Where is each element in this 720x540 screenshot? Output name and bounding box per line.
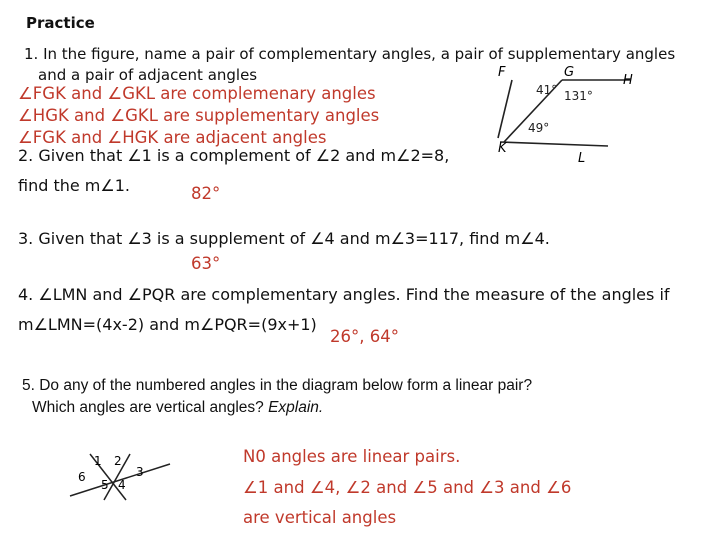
angle-41-label: 41° xyxy=(536,83,558,97)
segment-FL xyxy=(498,80,512,138)
q5-text-line2-explain: Explain. xyxy=(268,399,324,416)
q3-text-line1: 3. Given that ∠3 is a supplement of ∠4 and m∠3=117, find m∠4. xyxy=(18,229,550,248)
angle-49-label: 49° xyxy=(528,121,550,135)
q2-answer: 82° xyxy=(191,184,221,203)
angle-label-4: 4 xyxy=(118,478,126,492)
q4-text-line2: m∠LMN=(4x-2) and m∠PQR=(9x+1) xyxy=(18,315,317,334)
label-L: L xyxy=(578,151,586,166)
angle-label-1: 1 xyxy=(94,454,102,468)
angle-label-2: 2 xyxy=(114,454,122,468)
q3-answer: 63° xyxy=(191,254,221,273)
q5-answer-line3: are vertical angles xyxy=(243,508,397,527)
q5-text-line2-main: Which angles are vertical angles? xyxy=(32,399,264,416)
angle-label-3: 3 xyxy=(136,465,144,479)
q5-text-line2 xyxy=(32,399,323,417)
angle-label-6: 6 xyxy=(78,470,86,484)
label-K: K xyxy=(498,141,507,156)
q4-text-line1: 4. ∠LMN and ∠PQR are complementary angles. Find the measure of the angles if xyxy=(18,285,670,304)
angle-label-5: 5 xyxy=(101,478,109,492)
q5-answer-line2: ∠1 and ∠4, ∠2 and ∠5 and ∠3 and ∠6 xyxy=(243,478,572,497)
q1-text-line1: 1. In the figure, name a pair of complementary angles, a pair of supplementary angles xyxy=(24,45,676,63)
q4-answer: 26°, 64° xyxy=(330,327,399,346)
numbered-angles-diagram xyxy=(60,448,180,504)
q5-answer-line1: N0 angles are linear pairs. xyxy=(243,447,461,466)
segment-KL xyxy=(500,142,608,146)
label-F: F xyxy=(498,65,506,80)
label-H: H xyxy=(623,73,633,88)
q1-text-line2: and a pair of adjacent angles xyxy=(38,66,258,84)
q2-text-line2: find the m∠1. xyxy=(18,176,130,195)
q1-answer-complementary: ∠FGK and ∠GKL are complemenary angles xyxy=(18,84,376,103)
q5-text-line1: 5. Do any of the numbered angles in the diagram below form a linear pair? xyxy=(22,377,533,394)
page-title: Practice xyxy=(26,14,95,32)
angle-131-label: 131° xyxy=(564,89,593,103)
label-G: G xyxy=(564,65,575,80)
angle-figure xyxy=(490,62,650,170)
q2-text-line1: 2. Given that ∠1 is a complement of ∠2 and m∠2=8, xyxy=(18,146,450,165)
q1-answer-adjacent: ∠FGK and ∠HGK are adjacent angles xyxy=(18,128,327,147)
q1-answer-supplementary: ∠HGK and ∠GKL are supplementary angles xyxy=(18,106,380,125)
